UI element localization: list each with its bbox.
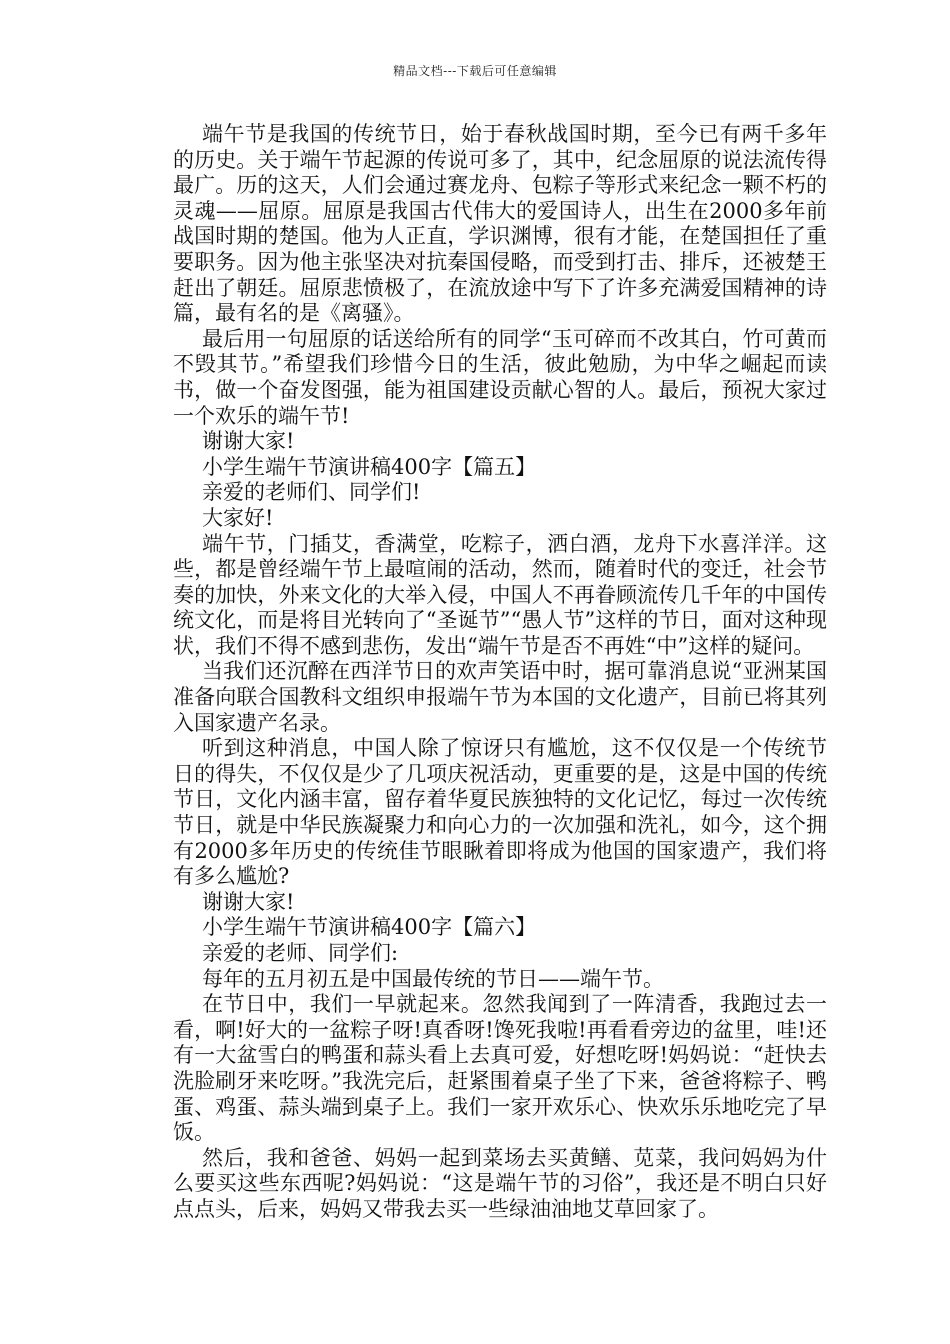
- paragraph: 端午节是我国的传统节日，始于春秋战国时期，至今已有两千多年的历史。关于端午节起源的传说可多了，其中，纪念屈原的说法流传得最广。历的这天，人们会通过赛龙舟、包粽子等形式来纪念一颗不朽的灵魂——屈原。屈原是我国古代伟大的爱国诗人，出生在2000多年前战国时期的楚国。他为人正直，学识渊博，很有才能，在楚国担任了重要职务。因为他主张坚决对抗秦国侵略，而受到打击、排斥，还被楚王赶出了朝廷。屈原悲愤极了，在流放途中写下了许多充满爱国精神的诗篇，最有名的是《离骚》。: [173, 122, 827, 326]
- closing-line: 谢谢大家!: [202, 429, 295, 454]
- salutation: 亲爱的老师们、同学们!: [202, 480, 421, 505]
- paragraph: 在节日中，我们一早就起来。忽然我闻到了一阵清香，我跑过去一看，啊!好大的一盆粽子呀!真香呀!馋死我啦!再看看旁边的盆里，哇!还有一大盆雪白的鸭蛋和蒜头看上去真可爱，好想吃呀!妈妈说：“赶快去洗脸刷牙来吃呀。”我洗完后，赶紧围着桌子坐了下来，爸爸将粽子、鸭蛋、鸡蛋、蒜头端到桌子上。我们一家开欢乐心、快欢乐乐地吃完了早饭。: [173, 992, 827, 1145]
- paragraph: 然后，我和爸爸、妈妈一起到菜场去买黄鳝、苋菜，我问妈妈为什么要买这些东西呢?妈妈说：“这是端午节的习俗”，我还是不明白只好点点头，后来，妈妈又带我去买一些绿油油地艾草回家了。: [173, 1145, 827, 1221]
- paragraph: 听到这种消息，中国人除了惊讶只有尴尬，这不仅仅是一个传统节日的得失，不仅仅是少了几项庆祝活动，更重要的是，这是中国的传统节日，文化内涵丰富，留存着华夏民族独特的文化记忆，每过一次传统节日，就是中华民族凝聚力和向心力的一次加强和洗礼，如今，这个拥有2000多年历史的传统佳节眼瞅着即将成为他国的国家遗产，我们将有多么尴尬?: [173, 736, 827, 889]
- greeting: 大家好!: [202, 505, 274, 530]
- paragraph: 每年的五月初五是中国最传统的节日——端午节。: [202, 966, 664, 991]
- paragraph: 最后用一句屈原的话送给所有的同学“玉可碎而不改其白，竹可黄而不毁其节。”希望我们珍惜今日的生活，彼此勉励，为中华之崛起而读书，做一个奋发图强，能为祖国建设贡献心智的人。最后，预祝大家过一个欢乐的端午节!: [173, 326, 827, 428]
- salutation: 亲爱的老师、同学们:: [202, 941, 399, 965]
- section-title: 小学生端午节演讲稿400字【篇六】: [202, 915, 537, 940]
- closing-line: 谢谢大家!: [202, 889, 295, 914]
- page-header: 精品文档---下载后可任意编辑: [393, 64, 557, 78]
- section-title: 小学生端午节演讲稿400字【篇五】: [202, 454, 537, 479]
- paragraph: 端午节，门插艾，香满堂，吃粽子，洒白酒，龙舟下水喜洋洋。这些，都是曾经端午节上最喧闹的活动，然而，随着时代的变迁，社会节奏的加快，外来文化的大举入侵，中国人不再眷顾流传几千年的中国传统文化，而是将目光转向了“圣诞节”“愚人节”这样的节日，面对这种现状，我们不得不感到悲伤，发出“端午节是否不再姓“中”这样的疑问。: [173, 531, 827, 658]
- paragraph: 当我们还沉醉在西洋节日的欢声笑语中时，据可靠消息说“亚洲某国准备向联合国教科文组织申报端午节为本国的文化遗产，目前已将其列入国家遗产名录。: [173, 659, 827, 735]
- document-body: [173, 122, 827, 1223]
